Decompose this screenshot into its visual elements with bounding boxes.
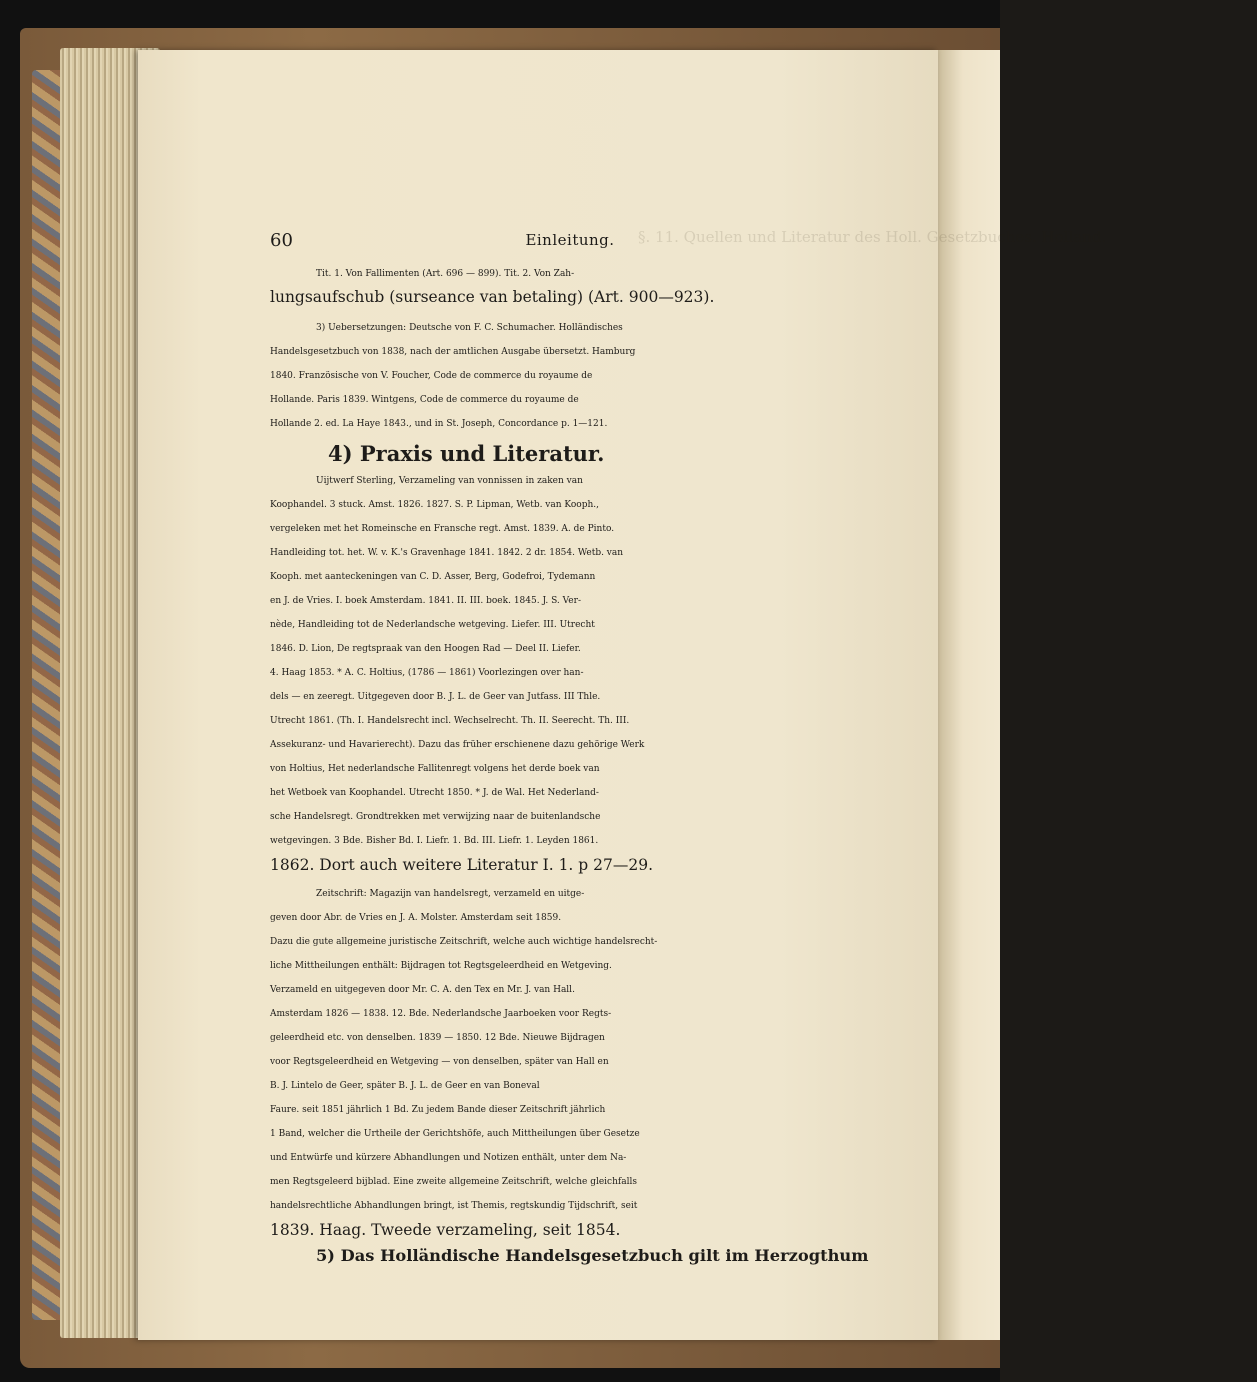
page-number: 60 <box>270 230 293 251</box>
text-line: sche Handelsregt. Grondtrekken met verwijzing naar de buitenlandsche <box>270 812 601 822</box>
book-page <box>138 50 1107 1340</box>
text-line: Handelsgesetzbuch von 1838, nach der amtlichen Ausgabe übersetzt. Hamburg <box>270 347 636 357</box>
text-line: handelsrechtliche Abhandlungen bringt, ist Themis, regtskundig Tijdschrift, seit <box>270 1201 638 1211</box>
text-line: nède, Handleiding tot de Nederlandsche wetgeving. Liefer. III. Utrecht <box>270 620 595 630</box>
section-heading: 4) Praxis und Literatur. <box>328 441 605 466</box>
text-line: men Regtsgeleerd bijblad. Eine zweite allgemeine Zeitschrift, welche gleichfalls <box>270 1177 637 1187</box>
text-line: Koophandel. 3 stuck. Amst. 1826. 1827. S. P. Lipman, Wetb. van Kooph., <box>270 500 600 510</box>
section-heading: 5) Das Holländische Handelsgesetzbuch gilt im Herzogthum <box>316 1246 869 1265</box>
text-line: Utrecht 1861. (Th. I. Handelsrecht incl. Wechselrecht. Th. II. Seerecht. Th. III. <box>270 716 630 726</box>
text-line: 3) Uebersetzungen: Deutsche von F. C. Schumacher. Holländisches <box>316 323 623 333</box>
text-line: Kooph. met aanteckeningen van C. D. Asser, Berg, Godefroi, Tydemann <box>270 572 596 582</box>
running-head: Einleitung. <box>525 231 615 249</box>
text-line: Zeitschrift: Magazijn van handelsregt, verzameld en uitge- <box>316 889 585 899</box>
bleed-through-text: §. 11. Quellen und Literatur des Holl. Gesetzbuches. Holland. <box>638 228 1107 246</box>
text-line: 1846. D. Lion, De regtspraak van den Hoogen Rad — Deel II. Liefer. <box>270 644 581 654</box>
text-line: und Entwürfe und kürzere Abhandlungen und Notizen enthält, unter dem Na- <box>270 1153 627 1163</box>
text-line: Faure. seit 1851 jährlich 1 Bd. Zu jedem Bande dieser Zeitschrift jährlich <box>270 1105 606 1115</box>
text-line: 1840. Französische von V. Foucher, Code de commerce du royaume de <box>270 371 593 381</box>
text-line: Amsterdam 1826 — 1838. 12. Bde. Nederlandsche Jaarboeken voor Regts- <box>270 1009 612 1019</box>
text-line: Hollande 2. ed. La Haye 1843., und in St. Joseph, Concordance p. 1—121. <box>270 419 608 429</box>
text-line: Tit. 1. Von Fallimenten (Art. 696 — 899). Tit. 2. Von Zah- <box>316 269 575 279</box>
text-line: Uijtwerf Sterling, Verzameling van vonnissen in zaken van <box>316 476 583 486</box>
text-line: lungsaufschub (surseance van betaling) (Art. 900—923). <box>270 288 715 306</box>
text-line: vergeleken met het Romeinsche en Fransche regt. Amst. 1839. A. de Pinto. <box>270 524 615 534</box>
text-line: Dazu die gute allgemeine juristische Zeitschrift, welche auch wichtige handelsrecht- <box>270 937 658 947</box>
text-line: dels — en zeeregt. Uitgegeven door B. J. L. de Geer van Jutfass. III Thle. <box>270 692 601 702</box>
text-line: 4. Haag 1853. * A. C. Holtius, (1786 — 1861) Voorlezingen over han- <box>270 668 584 678</box>
text-line: liche Mittheilungen enthält: Bijdragen tot Regtsgeleerdheid en Wetgeving. <box>270 961 612 971</box>
text-line: geven door Abr. de Vries en J. A. Molster. Amsterdam seit 1859. <box>270 913 562 923</box>
text-line: 1 Band, welcher die Urtheile der Gerichtshöfe, auch Mittheilungen über Gesetze <box>270 1129 640 1139</box>
text-line: voor Regtsgeleerdheid en Wetgeving — von denselben, später van Hall en <box>270 1057 609 1067</box>
text-line: Assekuranz- und Havarierecht). Dazu das früher erschienene dazu gehörige Werk <box>270 740 645 750</box>
text-line: Verzameld en uitgegeven door Mr. C. A. den Tex en Mr. J. van Hall. <box>270 985 575 995</box>
text-line: 1862. Dort auch weitere Literatur I. 1. p 27—29. <box>270 856 654 874</box>
text-line: het Wetboek van Koophandel. Utrecht 1850. * J. de Wal. Het Nederland- <box>270 788 599 798</box>
text-line: geleerdheid etc. von denselben. 1839 — 1850. 12 Bde. Nieuwe Bijdragen <box>270 1033 605 1043</box>
text-line: von Holtius, Het nederlandsche Fallitenregt volgens het derde boek van <box>270 764 600 774</box>
text-line: wetgevingen. 3 Bde. Bisher Bd. I. Liefr. 1. Bd. III. Liefr. 1. Leyden 1861. <box>270 836 599 846</box>
text-line: B. J. Lintelo de Geer, später B. J. L. de Geer en van Boneval <box>270 1081 540 1091</box>
text-line: 1839. Haag. Tweede verzameling, seit 1854. <box>270 1221 621 1239</box>
text-line: Hollande. Paris 1839. Wintgens, Code de commerce du royaume de <box>270 395 579 405</box>
text-line: Handleiding tot. het. W. v. K.'s Gravenhage 1841. 1842. 2 dr. 1854. Wetb. van <box>270 548 624 558</box>
text-line: en J. de Vries. I. boek Amsterdam. 1841. II. III. boek. 1845. J. S. Ver- <box>270 596 581 606</box>
